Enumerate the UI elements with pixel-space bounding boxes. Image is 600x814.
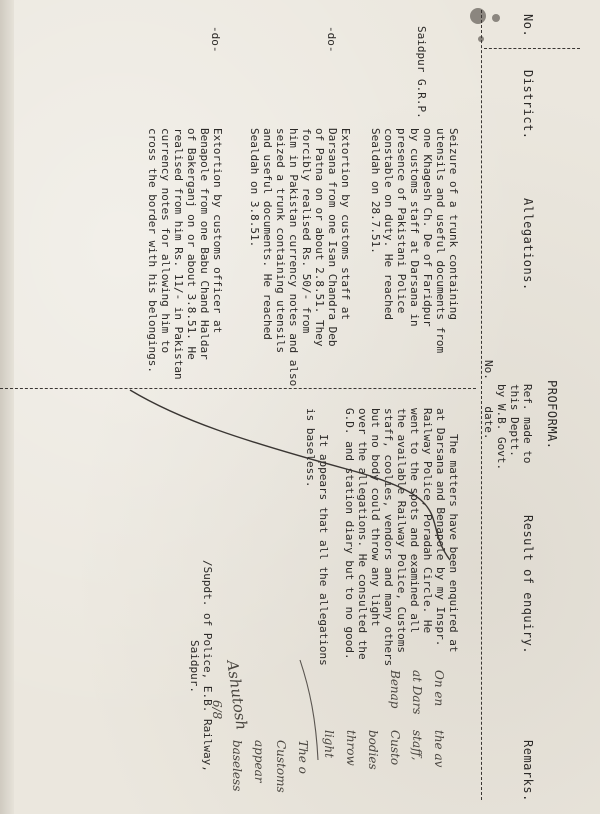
margin-note: at Dars [410,670,424,715]
result-line: went to the spots and examined all [408,408,421,634]
header-allegations: Allegations. [521,198,535,291]
header-ref-4: No. date. [482,360,495,440]
header-ref-1: Ref. made to [521,384,534,464]
row-1-allegation-line: utensils and useful documents from [434,128,447,354]
handwritten-signature-date: 6/8 [210,700,224,720]
row-3-district: -do- [209,26,222,53]
row-1-allegation-line: presence of Pakistani Police [395,128,408,314]
result-line: staff, coolies, vendors and many others [382,408,395,667]
result-line: G.D. and station diary but to no good. [343,408,356,660]
curve-stroke [130,390,450,560]
row-2-allegation-line: him in Pakistan currency notes and also [287,128,300,387]
result-line: at Darsana and Benapole by my Inspr. [434,408,447,647]
row-2-allegation-line: seized a trunk containing utensils [274,128,287,354]
handwritten-signature: Ashutosh [223,659,251,732]
result-line: the available Railway Police, Customs [395,408,408,654]
row-2-allegation-line: of Patna on or about 2.8.51. They [313,128,326,347]
header-district: District. [521,70,535,140]
handwritten-stroke [300,660,318,760]
result-line: Railway Police, Poradah Circle. He [421,408,434,634]
margin-note: appear [252,740,266,783]
header-result: Result of enquiry. [521,515,535,655]
result-line: over the allegations. He consulted the [356,408,369,660]
row-2-allegation-line: Extortion by customs staff at [339,128,352,321]
margin-note: The o [296,740,310,774]
result-conclusion-line: It appears that all the allegations [317,434,330,666]
row-3-allegation-line: realised from him Rs. 11/- in Pakistan [172,128,185,380]
row-3-allegation-line: Benapole from one Babu Chand Haldar [198,128,211,360]
row-3-allegation-line: of Bakerganj on or about 3.8.51. He [185,128,198,360]
margin-note: baseless [230,740,244,792]
row-1-district: Saidpur G.R.P. [415,26,428,119]
row-1-allegation-line: one Khagesh Ch. De of Faridpur [421,128,434,327]
row-2-allegation-line: Darsana from one Isan Chandra Deb [326,128,339,347]
signature-block-line: Saidpur. [188,640,201,693]
margin-note: Benap [388,670,402,709]
row-3-allegation-line: currency notes for allowing him to [159,128,172,354]
margin-note: On en [432,670,446,707]
margin-note: the av [432,730,446,768]
row-2-allegation-line: Sealdah on 3.8.51. [248,128,261,248]
margin-note: staff, [410,730,424,761]
document-title: PROFORMA. [545,380,559,450]
result-line: but no body could throw any light [369,408,382,627]
header-ref-2: this Deptt. [508,384,521,457]
row-1-allegation-line: Sealdah on 28.7.51. [369,128,382,254]
row-1-allegation-line: by customs staff at Darsana in [408,128,421,327]
row-3-allegation-line: Extortion by customs officer at [211,128,224,334]
margin-note: light [322,730,336,758]
header-no: No. [521,14,535,38]
result-conclusion-line: is baseless. [304,408,317,488]
header-ref-3: by W.B. Govt. [495,384,508,471]
header-remarks: Remarks. [521,740,535,802]
row-2-allegation-line: forcibly realised Rs. 50/- from [300,128,313,334]
margin-note: Customs [274,740,288,793]
margin-note: Custo [388,730,402,766]
signature-block-line: /Supdt. of Police, E.B. Railway, [201,560,214,772]
result-line: The matters have been enquired at [447,434,460,653]
margin-note: throw [344,730,358,766]
row-3-allegation-line: cross the border with his belongings. [146,128,159,374]
margin-note: bodies [366,730,380,770]
row-1-allegation-line: constable on duty. He reached [382,128,395,321]
row-1-allegation-line: Seizure of a trunk containing [447,128,460,321]
row-2-allegation-line: and useful documents. He reached [261,128,274,340]
row-2-district: -do- [325,26,338,53]
